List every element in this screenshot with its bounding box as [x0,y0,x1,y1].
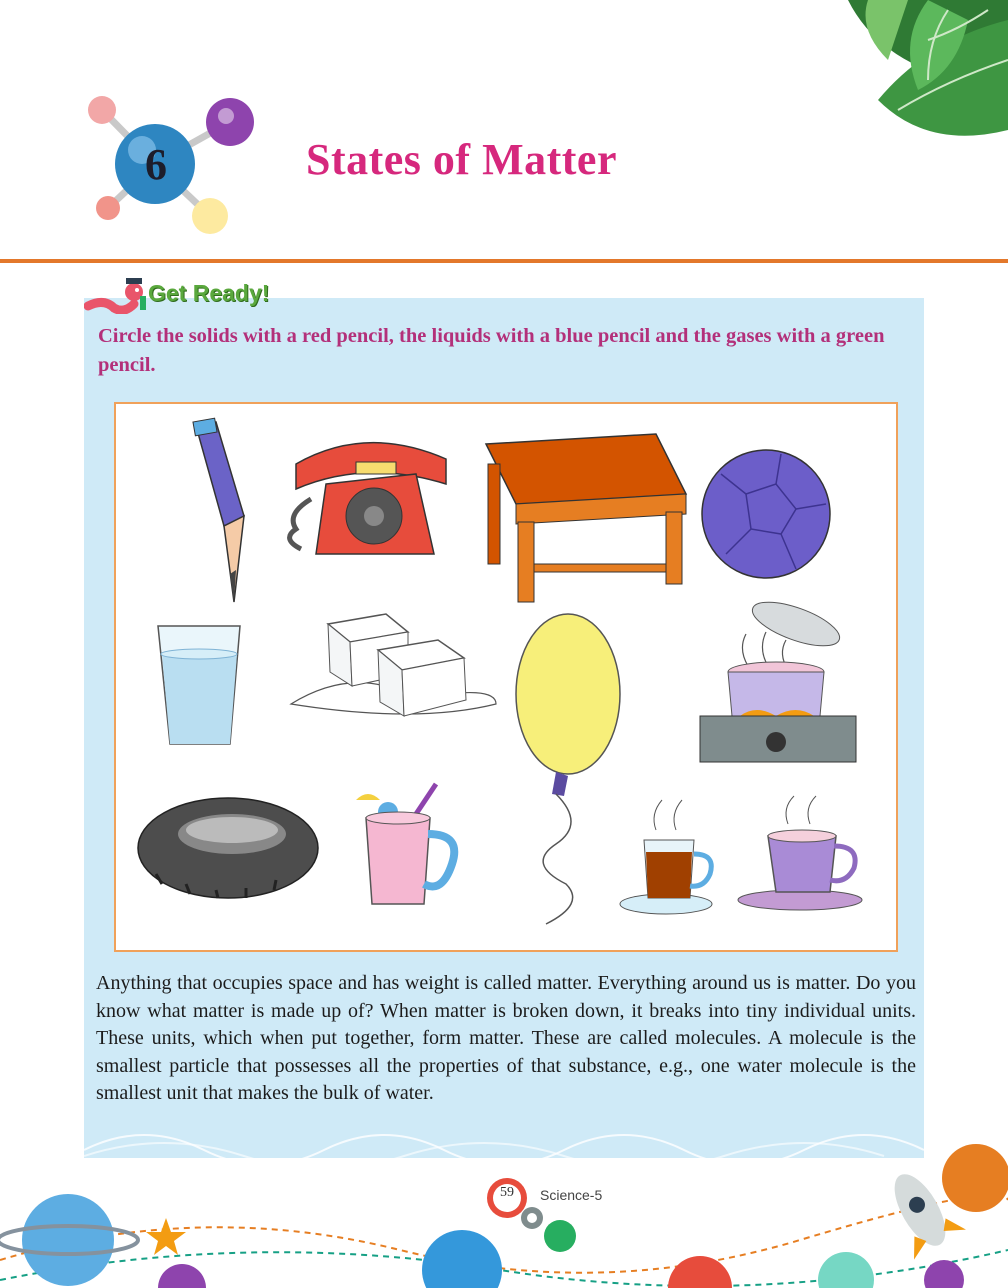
worm-mascot-icon [84,268,148,314]
telephone-icon [290,443,446,554]
tea-cup-icon [738,796,862,910]
chapter-title: States of Matter [306,135,617,184]
balloon-icon [516,614,620,924]
activity-instruction: Circle the solids with a red pencil, the liquids with a blue pencil and the gases with a green pencil. [98,325,885,376]
pencil-icon [193,418,244,602]
page-number: 59 [500,1185,514,1200]
steaming-pot-on-stove-icon [700,593,856,762]
chapter-number: 6 [145,139,167,189]
get-ready-heading: Get Ready! [148,280,270,306]
ice-cubes-icon [291,614,496,716]
body-paragraph: Anything that occupies space and has weight is called matter. Everything around us is matter. Do you know what matter is made up of? When matter is broken down, it breaks into tiny individual units. These units, which when put together, form matter. These are called molecules. A molecule is the smallest particle that possesses all the properties of that substance, e.g., one water molecule is the smallest unit that makes the bulk of water. [96,972,916,1104]
glass-of-water-icon [158,626,240,744]
leaves-decoration [628,0,1008,150]
tyre-icon [138,798,318,898]
divider [0,259,1008,263]
ball-icon [702,450,830,578]
activity-picture-frame [114,402,898,952]
table-icon [486,434,686,602]
tea-glass-icon [620,800,712,914]
juice-jug-icon [356,784,454,904]
book-label: Science-5 [540,1187,603,1203]
